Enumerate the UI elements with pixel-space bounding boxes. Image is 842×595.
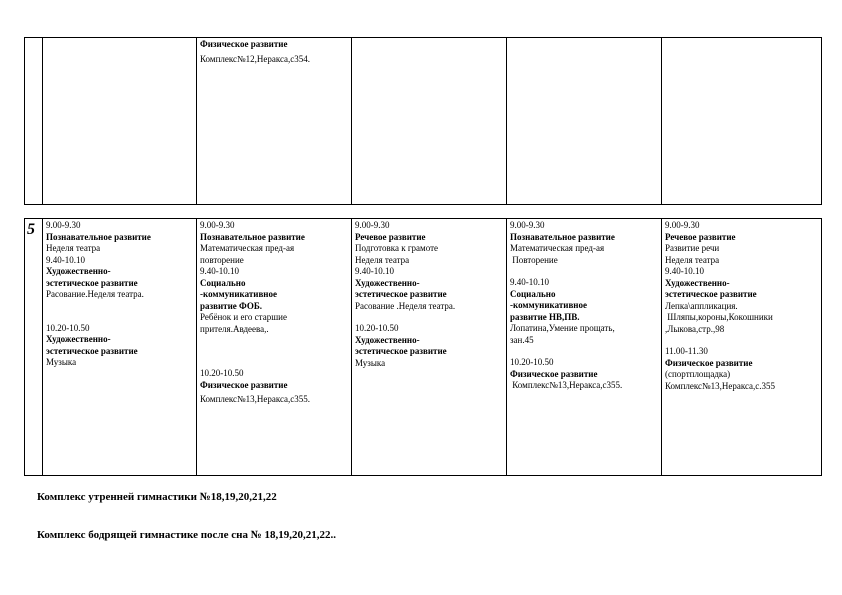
subject-title: Познавательное развитие (510, 231, 615, 242)
day-cell-2 (197, 38, 352, 205)
activity-note: Комплекс№12,Нераксa,с354. (200, 53, 310, 64)
subject-title: Познавательное развитие (46, 231, 151, 242)
time-slot: 10.20-10.50 (200, 368, 244, 379)
subject-title: Художественно- (46, 334, 111, 345)
after-nap-exercise-note: Комплекс бодрящей гимнастике после сна № 18,19,20,21,22.. (37, 529, 337, 541)
subject-title: эстетическое развитие (46, 345, 138, 356)
activity-note: Неделя театра (665, 254, 720, 265)
activity-note: прителя.Авдеева,. (200, 323, 269, 334)
subject-title: Художественно- (355, 334, 420, 345)
time-slot: 9.40-10.10 (46, 254, 85, 265)
day-cell-3 (352, 38, 507, 205)
activity-note: Лепка\аппликация. (665, 300, 738, 311)
morning-exercise-note: Комплекс утренней гимнастики №18,19,20,21,22 (37, 491, 277, 503)
activity-note: Математическая пред-ая (200, 243, 295, 254)
day-cell-1 (43, 38, 197, 205)
time-slot: 9.40-10.10 (200, 266, 239, 277)
row-number: 5 (27, 221, 35, 238)
day-cell-5 (662, 38, 822, 205)
subject-title: Художественно- (46, 266, 111, 277)
subject-title: эстетическое развитие (355, 289, 447, 300)
day-cell-1 (43, 219, 197, 476)
time-slot: 9.00-9.30 (510, 220, 545, 230)
activity-note: Расование .Неделя театра. (355, 300, 456, 311)
activity-note: Музыка (46, 357, 77, 368)
schedule-table-week (24, 218, 822, 476)
activity-note: Расование.Неделя театра. (46, 289, 144, 300)
activity-note: Комплекс№13,Нераксa,с355. (510, 380, 623, 391)
subject-title: Социально (510, 288, 556, 299)
time-slot: 9.40-10.10 (355, 266, 394, 277)
time-slot: 10.20-10.50 (355, 323, 399, 334)
time-slot: 9.00-9.30 (665, 220, 700, 230)
time-slot: 9.40-10.10 (510, 277, 549, 288)
subject-title: Физическое развитие (200, 39, 288, 49)
activity-note: Подготовка к грамоте (355, 243, 439, 254)
activity-note: Лопатина,Умение прощать, (510, 323, 615, 334)
subject-title: Физическое развитие (510, 368, 598, 379)
time-slot: 10.20-10.50 (510, 357, 554, 368)
subject-title: -коммуникативное (200, 289, 277, 300)
day-cell-3 (352, 219, 507, 476)
subject-title: эстетическое развитие (46, 277, 138, 288)
activity-note: Неделя театра (355, 254, 410, 265)
subject-title: Речевое развитие (665, 231, 736, 242)
time-slot: 11.00-11.30 (665, 346, 708, 357)
activity-note: ,Лыкова,стр.,98 (665, 323, 725, 334)
time-slot: 9.00-9.30 (200, 220, 235, 230)
time-slot: 10.20-10.50 (46, 322, 90, 333)
day-cell-2 (197, 219, 352, 476)
activity-note: Комплекс№13,Нераксa,с.355 (665, 380, 775, 391)
day-cell-4 (507, 219, 662, 476)
subject-title: Познавательное развитие (200, 231, 305, 242)
time-slot: 9.40-10.10 (665, 266, 704, 277)
activity-note: Музыка (355, 357, 386, 368)
subject-title: -коммуникативное (510, 300, 587, 311)
day-cell-5 (662, 219, 822, 476)
subject-title: Художественно- (355, 277, 420, 288)
time-slot: 9.00-9.30 (46, 220, 81, 230)
activity-note: Математическая пред-ая (510, 243, 605, 254)
activity-note: (спортплощадка) (665, 369, 731, 380)
activity-note: Комплекс№13,Нераксa,с355. (200, 394, 310, 405)
subject-title: Речевое развитие (355, 231, 426, 242)
row-number-cell (25, 38, 43, 205)
day-cell-4 (507, 38, 662, 205)
schedule-table-top (24, 37, 822, 205)
activity-note: Ребёнок и его старшие (200, 312, 287, 323)
activity-note: Развитие речи (665, 243, 720, 254)
subject-title: развитие НВ,ПВ. (510, 311, 580, 322)
activity-note: повторение (200, 254, 244, 265)
subject-title: Художественно- (665, 277, 730, 288)
subject-title: развитие ФОБ. (200, 300, 263, 311)
activity-note: зан.45 (510, 334, 534, 345)
subject-title: эстетическое развитие (665, 289, 757, 300)
subject-title: эстетическое развитие (355, 346, 447, 357)
activity-note: Повторение (510, 254, 558, 265)
subject-title: Физическое развитие (665, 357, 753, 368)
subject-title: Социально (200, 277, 246, 288)
time-slot: 9.00-9.30 (355, 220, 390, 230)
row-number-cell (25, 219, 43, 476)
activity-note: Неделя театра (46, 243, 101, 254)
activity-note: Шляпы,короны,Кокошники (665, 312, 773, 323)
subject-title: Физическое развитие (200, 379, 288, 390)
